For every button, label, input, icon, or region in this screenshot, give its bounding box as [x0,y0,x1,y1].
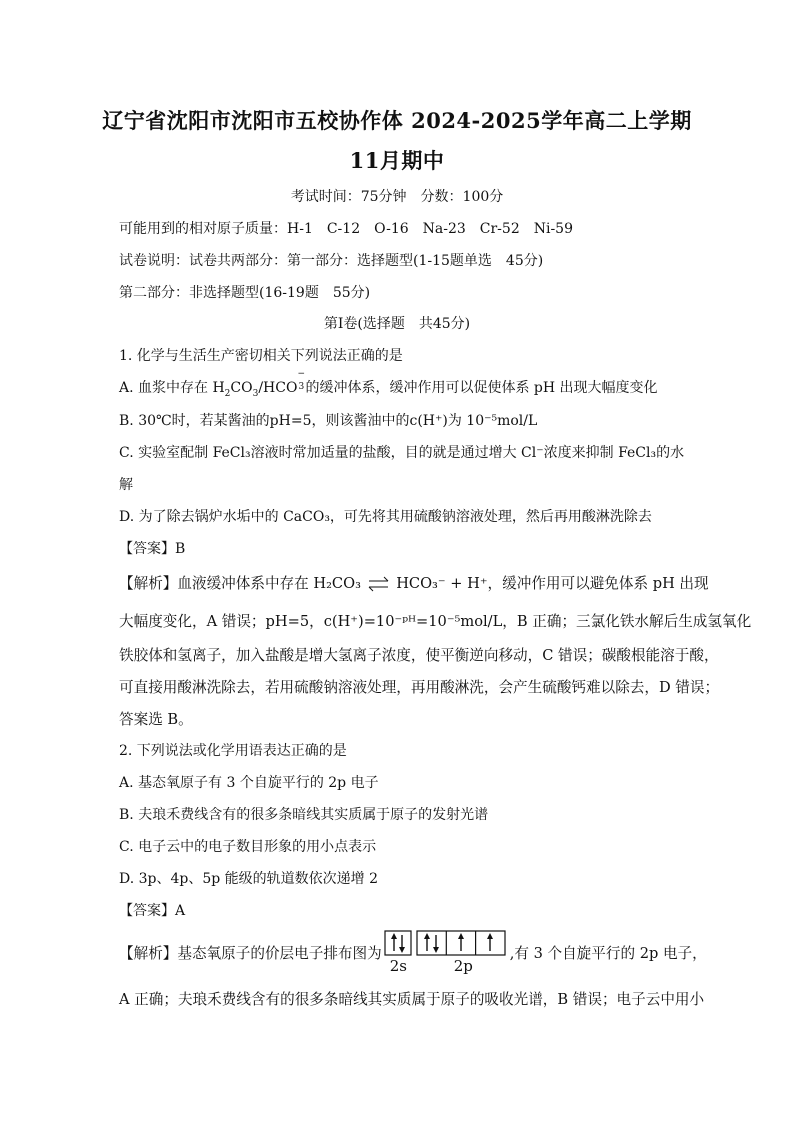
q1-analysis-line1-suffix: HCO₃⁻ + H⁺，缓冲作用可以避免体系 pH 出现 [396,575,709,592]
instructions-part1: 试卷说明：试卷共两部分：第一部分：选择题型(1-15题单选 45分) [119,253,544,269]
q1-option-a-formula1: CO [230,380,253,396]
q1-option-a [119,369,679,399]
q2-option-d: D. 3p、4p、5p 能级的轨道数依次递增 2 [119,871,379,887]
q1-stem: 1. 化学与生活生产密切相关下列说法正确的是 [119,348,403,364]
q1-analysis-line2: 大幅度变化，A 错误；pH=5，c(H⁺)=10⁻ᵖᴴ=10⁻⁵mol/L，B 正确；三氯化铁水解后生成氢氧化 [119,613,752,630]
q2-analysis-line1 [119,930,707,976]
q2-analysis-line1-prefix: 【解析】基态氧原子的价层电子排布图为 [119,945,382,962]
q2-option-b: B. 夫琅禾费线含有的很多条暗线其实质属于原子的发射光谱 [119,807,489,823]
orbital-label-2p: 2p [453,957,473,975]
q1-option-c-line1: C. 实验室配制 FeCl₃溶液时常加适量的盐酸，目的就是通过增大 Cl⁻浓度来抑制 FeCl₃的水 [119,445,685,461]
q2-analysis-line2: A 正确；夫琅禾费线含有的很多条暗线其实质属于原子的吸收光谱，B 错误；电子云中用小 [119,991,705,1008]
q1-option-a-text: 的缓冲体系，缓冲作用可以促使体系 pH 出现大幅度变化 [305,380,658,396]
section-title: 第Ⅰ卷(选择题 共45分) [323,316,471,332]
q1-analysis-line1-prefix: 【解析】血液缓冲体系中存在 H₂CO₃ [119,575,361,592]
q2-answer: 【答案】A [119,903,186,919]
subscript-2: 2 [224,388,231,399]
document-title-line1: 辽宁省沈阳市沈阳市五校协作体 2024-2025学年高二上学期 [102,108,692,133]
atomic-masses: 可能用到的相对原子质量：H-1 C-12 O-16 Na-23 Cr-52 Ni-59 [119,221,574,237]
q1-answer: 【答案】B [119,541,186,557]
q1-analysis-line5: 答案选 B。 [119,711,193,728]
q2-stem: 2. 下列说法或化学用语表达正确的是 [119,743,347,759]
q2-option-a: A. 基态氧原子有 3 个自旋平行的 2p 电子 [119,775,379,791]
document-title-line2: 11月期中 [349,148,445,173]
charge-script: − 3 [297,369,306,392]
orbital-diagram [384,930,508,974]
q2-analysis-line1-suffix: ,有 3 个自旋平行的 2p 电子， [509,945,707,962]
equilibrium-arrow-icon [366,575,392,593]
q1-analysis-line3: 铁胶体和氢离子，加入盐酸是增大氢离子浓度，使平衡逆向移动，C 错误；碳酸根能溶于酸， [119,647,719,664]
subscript-3: 3 [252,388,259,399]
q1-analysis-line1 [119,572,709,593]
orbital-label-2s: 2s [389,957,407,975]
q1-option-b: B. 30℃时，若某酱油的pH=5，则该酱油中的c(H⁺)为 10⁻⁵mol/L [119,413,538,429]
orbital-boxes [384,930,508,956]
exam-info: 考试时间：75分钟 分数：100分 [290,189,504,205]
q1-option-c-line2: 解 [119,477,133,493]
q1-analysis-line4: 可直接用酸淋洗除去，若用硫酸钠溶液处理，再用酸淋洗，会产生硫酸钙难以除去，D 错误； [119,679,720,696]
q2-option-c: C. 电子云中的电子数目形象的用小点表示 [119,839,377,855]
q1-option-a-prefix: A. 血浆中存在 H [119,380,225,396]
q1-option-d: D. 为了除去锅炉水垢中的 CaCO₃，可先将其用硫酸钠溶液处理，然后再用酸淋洗除去 [119,509,652,525]
q1-option-a-formula2: /HCO [258,380,298,396]
instructions-part2: 第二部分：非选择题型(16-19题 55分) [119,285,371,301]
